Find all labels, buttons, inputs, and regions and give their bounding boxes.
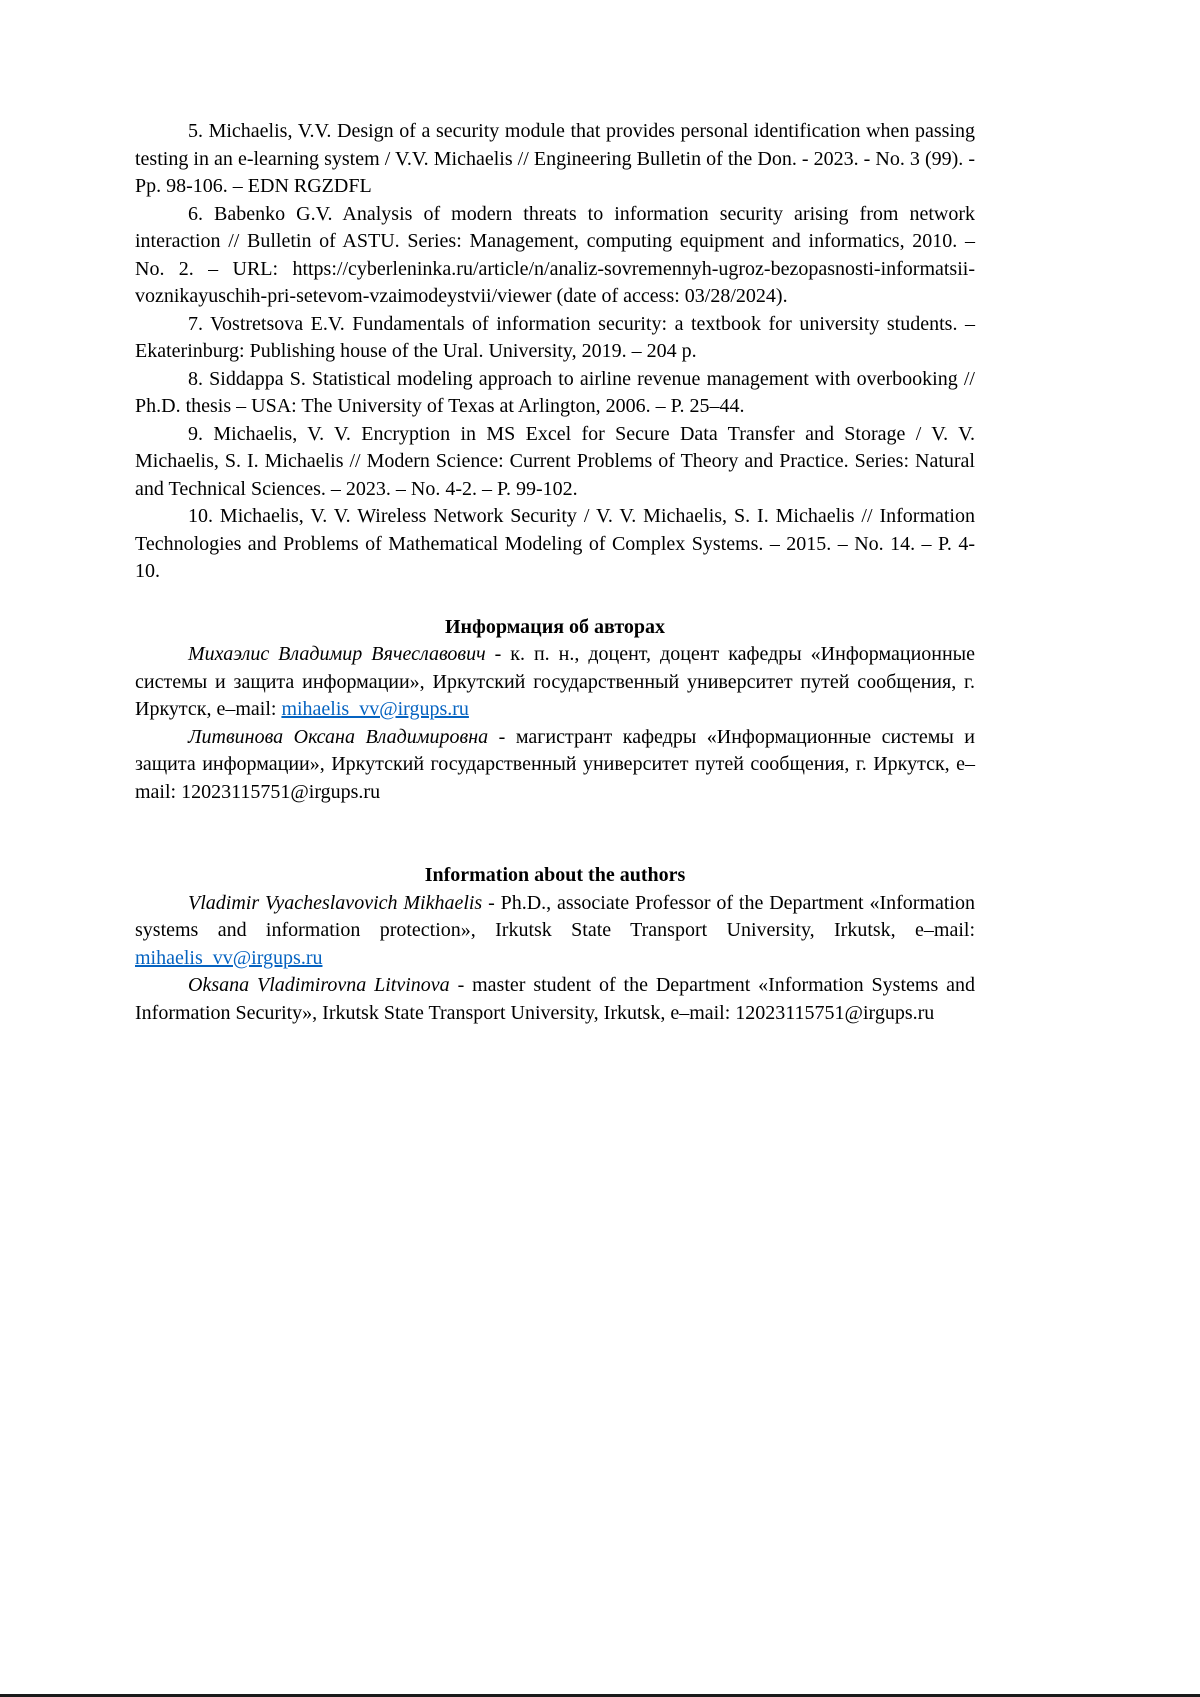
reference-item-9: 9. Michaelis, V. V. Encryption in MS Excel for Secure Data Transfer and Storage / V. V. Michaelis, S. I. Michaelis // Modern Science: Current Problems of Theory and Practice. Series: Natural and Technical Sciences. – 2023. – No. 4-2. – P. 99-102. [135,422,975,500]
authors-heading-en: Information about the authors [424,864,686,886]
author-paragraph-en-2 [135,972,975,1027]
author-desc-en-2: - master student of the Department «Information Systems and Information Security», Irkutsk State Transport University, Irkutsk, e–mail: 12023115751@irgups.ru [135,974,976,1024]
reference-item-10: 10. Michaelis, V. V. Wireless Network Security / V. V. Michaelis, S. I. Michaelis // Information Technologies and Problems of Mathematical Modeling of Complex Systems. – 2015. – No. 14. – P. 4-10. [135,505,975,582]
author-desc-ru-1: - к. п. н., доцент, доцент кафедры «Информационные системы и защита информации», Иркутский государственный университет путей сообщения, г. Иркутск, e–mail: [135,643,975,720]
reference-item-5: 5. Michaelis, V.V. Design of a security module that provides personal identification when passing testing in an e-learning system / V.V. Michaelis // Engineering Bulletin of the Don. - 2023. - No. 3 (99). - Pp. 98-106. – EDN RGZDFL [135,120,975,197]
reference-item-8: 8. Siddappa S. Statistical modeling approach to airline revenue management with overbooking // Ph.D. thesis – USA: The University of Texas at Arlington, 2006. – P. 25–44. [135,367,975,417]
author-paragraph-en-1 [135,890,975,973]
author-name-en-1: Vladimir Vyacheslavovich Mikhaelis [188,891,483,914]
author-paragraph-ru-2 [135,724,975,807]
author-name-en-2: Oksana Vladimirovna Litvinova [188,974,450,996]
references-section [135,118,975,586]
authors-section-en [135,862,975,1027]
author-name-ru-2: Литвинова Оксана Владимировна [188,725,489,748]
reference-item-7: 7. Vostretsova E.V. Fundamentals of information security: a textbook for university students. – Ekaterinburg: Publishing house of the Ural. University, 2019. – 204 p. [135,312,975,362]
author-paragraph-ru-1 [135,641,975,724]
authors-section-ru [135,614,975,807]
author-desc-ru-2: - магистрант кафедры «Информационные системы и защита информации», Иркутский государственный университет путей сообщения, г. Иркутск, e–mail: 12023115751@irgups.ru [135,725,975,803]
email-link-ru-1[interactable]: mihaelis_vv@irgups.ru [281,698,469,720]
authors-heading-ru: Информация об авторах [444,615,666,638]
author-name-ru-1: Михаэлис Владимир Вячеславович [188,643,486,665]
email-link-en-1[interactable]: mihaelis_vv@irgups.ru [135,946,323,969]
author-desc-en-1: - Ph.D., associate Professor of the Department «Information systems and information protection», Irkutsk State Transport University, Irkutsk, e–mail: [135,891,975,941]
reference-item-6: 6. Babenko G.V. Analysis of modern threats to information security arising from network interaction // Bulletin of ASTU. Series: Management, computing equipment and informatics, 2010. – No. 2. – URL: https://cyberleninka.ru/article/n/analiz-sovremennyh-ugroz-bezopasnosti-informatsii-voznikayuschih-pri-setevom-vzaimodeystvii/viewer (date of access: 03/28/2024). [135,202,975,307]
document-content [135,118,975,1027]
